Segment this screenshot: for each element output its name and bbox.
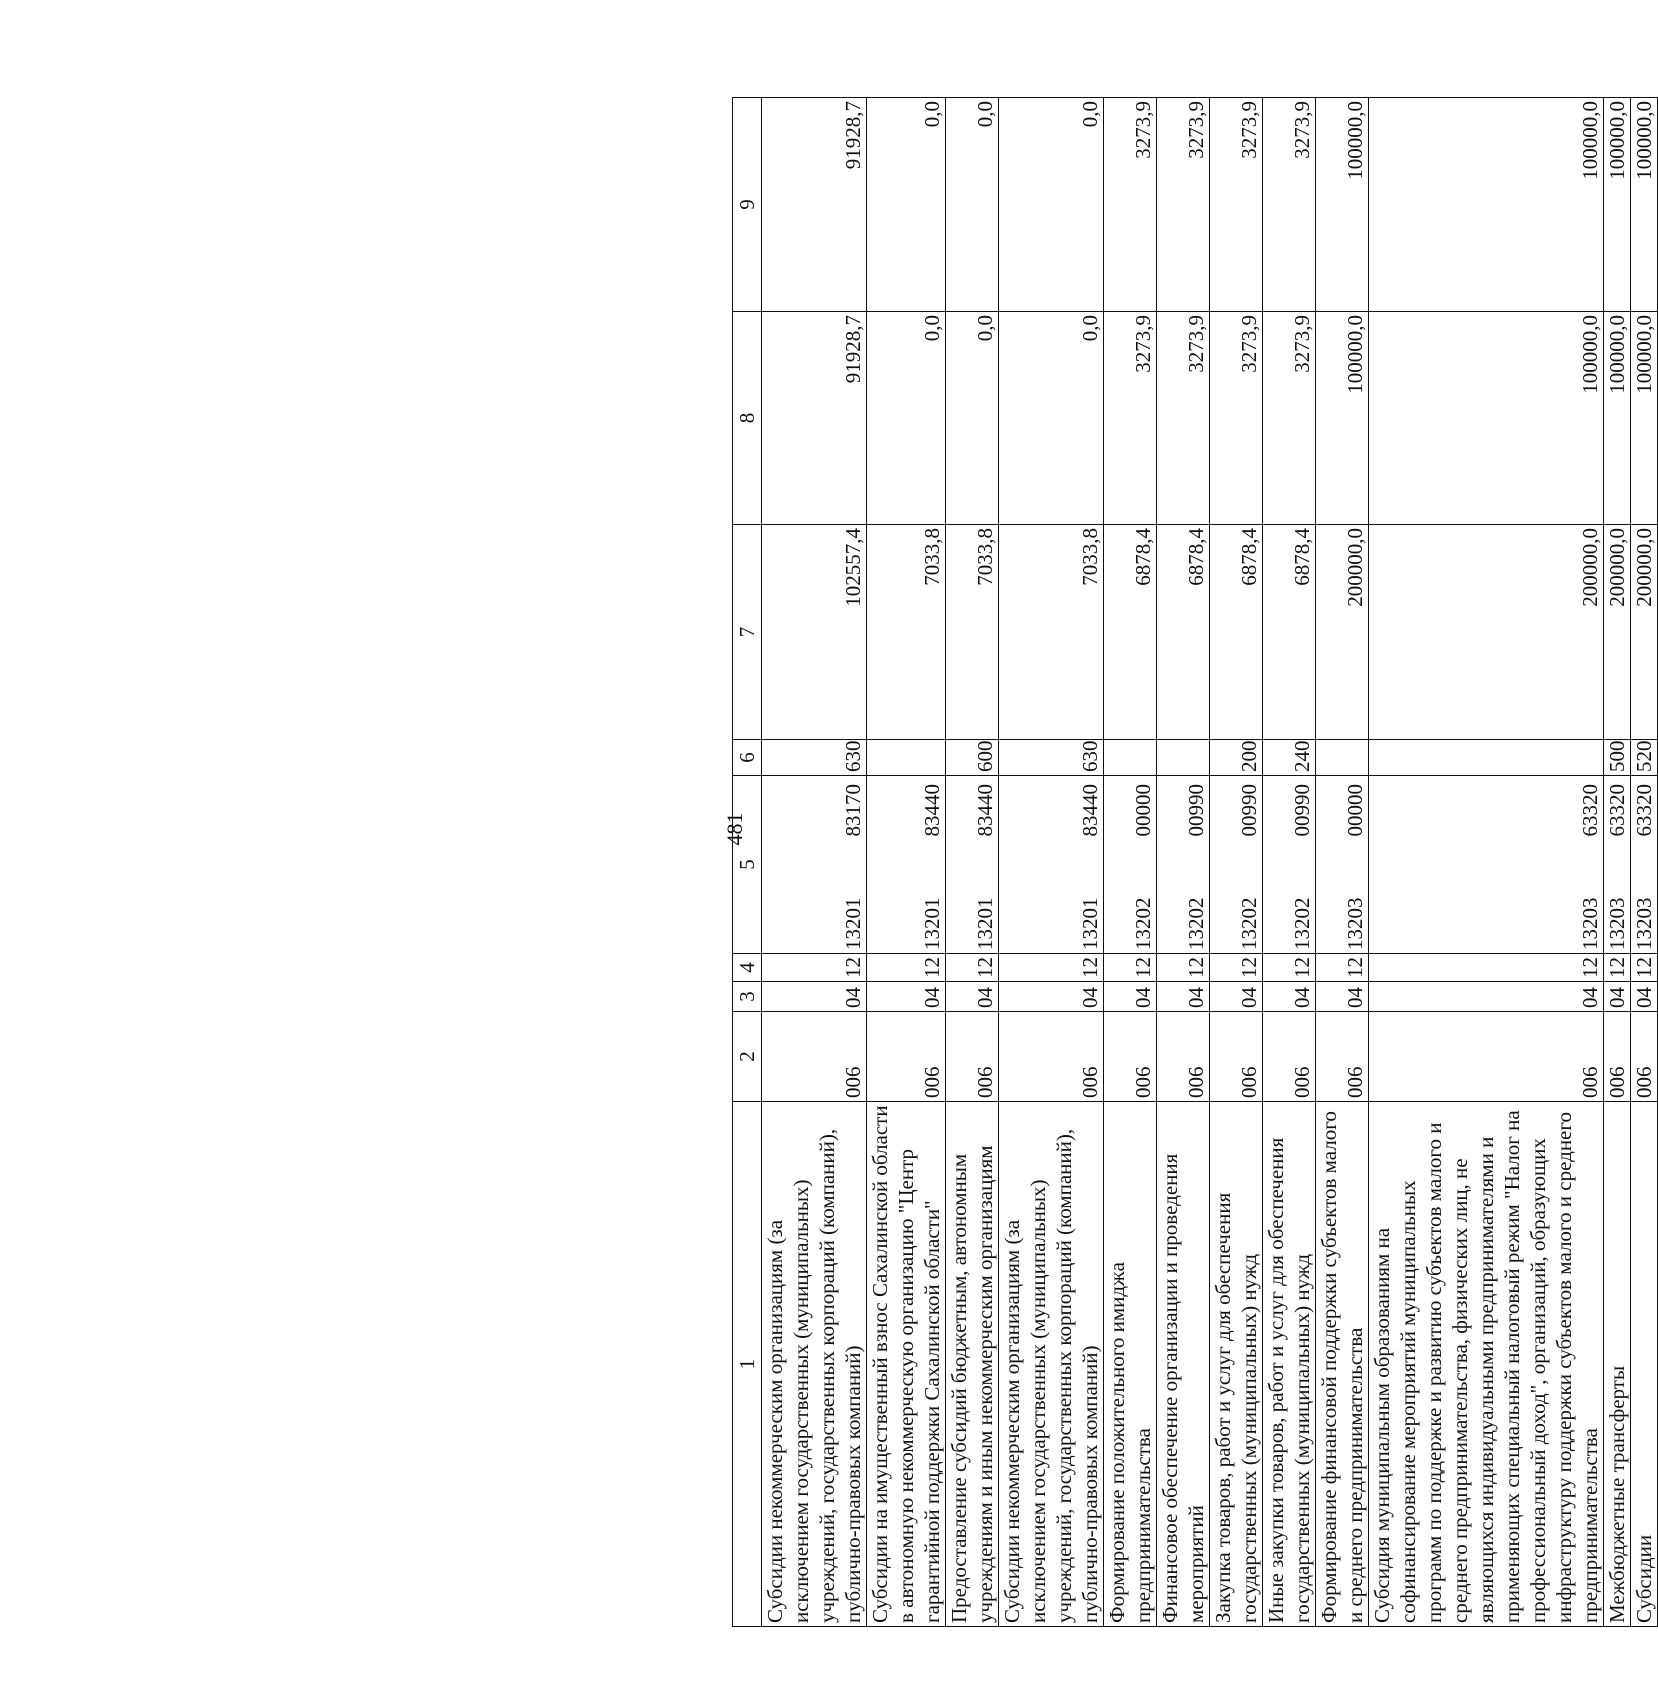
- target-article-part1: 13202: [1290, 897, 1314, 950]
- subsection-code-cell: 12: [867, 954, 946, 982]
- amount-col7-cell: 102557,4: [762, 525, 867, 740]
- target-article-part1: 13203: [1578, 897, 1602, 950]
- table-row: [1157, 98, 1210, 1627]
- amount-col9-cell: 100000,0: [1604, 98, 1631, 312]
- row-name-cell: Субсидии некоммерческим организациям (за исключением государственных (муниципальных) учреждений, государственных корпораций (компаний), публично-правовых компаний): [999, 1102, 1104, 1627]
- amount-col7-cell: 200000,0: [1316, 525, 1369, 740]
- target-article-part2: 00000: [1343, 784, 1367, 837]
- amount-col7-cell: 6878,4: [1157, 525, 1210, 740]
- amount-col7-cell: 200000,0: [1369, 525, 1604, 740]
- expense-type-cell: [1157, 740, 1210, 776]
- row-name-cell: Формирование положительного имиджа предпринимательства: [1104, 1102, 1157, 1627]
- page-number: 481: [722, 812, 747, 846]
- row-name-cell: Субсидии некоммерческим организациям (за исключением государственных (муниципальных) учреждений, государственных корпораций (компаний), публично-правовых компаний): [762, 1102, 867, 1627]
- row-name-cell: Межбюджетные трансферты: [1604, 1102, 1631, 1627]
- amount-col9-cell: 100000,0: [1631, 98, 1658, 312]
- target-article-cell: [1631, 776, 1658, 954]
- chapter-code-cell: 04: [1604, 982, 1631, 1012]
- table-row: [1369, 98, 1604, 1627]
- table-row: [1210, 98, 1263, 1627]
- chapter-code-cell: 04: [1210, 982, 1263, 1012]
- target-article-part2: 00990: [1290, 784, 1314, 837]
- subsection-code-cell: 12: [999, 954, 1104, 982]
- amount-col9-cell: 100000,0: [1369, 98, 1604, 312]
- table-row: [1316, 98, 1369, 1627]
- subsection-code-cell: 12: [1263, 954, 1316, 982]
- target-article-part2: 83170: [841, 784, 865, 837]
- amount-col7-cell: 7033,8: [946, 525, 999, 740]
- header-row: [733, 98, 762, 1627]
- target-article-cell: [946, 776, 999, 954]
- section-code-cell: 006: [1631, 1012, 1658, 1102]
- row-name-cell: Субсидия муниципальным образованиям на софинансирование мероприятий муниципальных программ по поддержке и развитию субъектов малого и среднего предпринимательства, физических лиц, не являющихся индивидуальными предпринимателями и применяющих специальный налоговый режим "Налог на профессиональный доход", организаций, образующих инфраструктуру поддержки субъектов малого и среднего предпринимательства: [1369, 1102, 1604, 1627]
- target-article-part1: 13203: [1605, 897, 1629, 950]
- expense-type-cell: 240: [1263, 740, 1316, 776]
- budget-table: [732, 97, 1658, 1627]
- section-code-cell: 006: [1157, 1012, 1210, 1102]
- amount-col8-cell: 3273,9: [1104, 312, 1157, 525]
- table-row: [1604, 98, 1631, 1627]
- amount-col9-cell: 0,0: [867, 98, 946, 312]
- chapter-code-cell: 04: [1316, 982, 1369, 1012]
- target-article-part1: 13201: [973, 897, 997, 950]
- target-article-cell: [867, 776, 946, 954]
- amount-col8-cell: 3273,9: [1157, 312, 1210, 525]
- section-code-cell: 006: [946, 1012, 999, 1102]
- target-article-cell: [1316, 776, 1369, 954]
- expense-type-cell: 200: [1210, 740, 1263, 776]
- row-name-cell: Закупка товаров, работ и услуг для обеспечения государственных (муниципальных) нужд: [1210, 1102, 1263, 1627]
- expense-type-cell: 630: [762, 740, 867, 776]
- target-article-part2: 63320: [1578, 784, 1602, 837]
- header-cell: 8: [733, 312, 762, 525]
- amount-col8-cell: 0,0: [867, 312, 946, 525]
- amount-col8-cell: 0,0: [999, 312, 1104, 525]
- amount-col8-cell: 100000,0: [1316, 312, 1369, 525]
- target-article-cell: [1157, 776, 1210, 954]
- target-article-part1: 13202: [1184, 897, 1208, 950]
- table-row: [762, 98, 867, 1627]
- amount-col9-cell: 3273,9: [1157, 98, 1210, 312]
- target-article-part2: 00990: [1237, 784, 1261, 837]
- section-code-cell: 006: [867, 1012, 946, 1102]
- amount-col8-cell: 3273,9: [1210, 312, 1263, 525]
- expense-type-cell: [1104, 740, 1157, 776]
- expense-type-cell: [1316, 740, 1369, 776]
- target-article-cell: [1263, 776, 1316, 954]
- section-code-cell: 006: [762, 1012, 867, 1102]
- table-row: [867, 98, 946, 1627]
- subsection-code-cell: 12: [1157, 954, 1210, 982]
- amount-col7-cell: 7033,8: [999, 525, 1104, 740]
- target-article-part2: 00000: [1131, 784, 1155, 837]
- expense-type-cell: [867, 740, 946, 776]
- section-code-cell: 006: [1316, 1012, 1369, 1102]
- row-name-cell: Субсидии на имущественный взнос Сахалинской области в автономную некоммерческую организацию "Центр гарантийной поддержки Сахалинской области": [867, 1102, 946, 1627]
- target-article-cell: [1210, 776, 1263, 954]
- subsection-code-cell: 12: [1316, 954, 1369, 982]
- subsection-code-cell: 12: [946, 954, 999, 982]
- target-article-part2: 83440: [1078, 784, 1102, 837]
- subsection-code-cell: 12: [762, 954, 867, 982]
- amount-col9-cell: 3273,9: [1263, 98, 1316, 312]
- subsection-code-cell: 12: [1631, 954, 1658, 982]
- amount-col7-cell: 200000,0: [1604, 525, 1631, 740]
- target-article-part2: 83440: [920, 784, 944, 837]
- row-name-cell: Иные закупки товаров, работ и услуг для обеспечения государственных (муниципальных) нужд: [1263, 1102, 1316, 1627]
- header-cell: 9: [733, 98, 762, 312]
- target-article-part1: 13203: [1632, 897, 1656, 950]
- amount-col9-cell: 100000,0: [1316, 98, 1369, 312]
- target-article-part1: 13201: [1078, 897, 1102, 950]
- amount-col7-cell: 200000,0: [1631, 525, 1658, 740]
- chapter-code-cell: 04: [1157, 982, 1210, 1012]
- target-article-part2: 83440: [973, 784, 997, 837]
- target-article-part1: 13202: [1237, 897, 1261, 950]
- section-code-cell: 006: [999, 1012, 1104, 1102]
- table-row: [999, 98, 1104, 1627]
- amount-col8-cell: 100000,0: [1369, 312, 1604, 525]
- header-cell: 7: [733, 525, 762, 740]
- row-name-cell: Финансовое обеспечение организации и проведения мероприятий: [1157, 1102, 1210, 1627]
- chapter-code-cell: 04: [867, 982, 946, 1012]
- amount-col7-cell: 7033,8: [867, 525, 946, 740]
- chapter-code-cell: 04: [1369, 982, 1604, 1012]
- section-code-cell: 006: [1604, 1012, 1631, 1102]
- amount-col8-cell: 100000,0: [1604, 312, 1631, 525]
- table-row: [1104, 98, 1157, 1627]
- header-cell: 5: [733, 776, 762, 954]
- row-name-cell: Предоставление субсидий бюджетным, автономным учреждениям и иным некоммерческим организациям: [946, 1102, 999, 1627]
- target-article-part1: 13203: [1343, 897, 1367, 950]
- target-article-cell: [762, 776, 867, 954]
- header-cell: 6: [733, 740, 762, 776]
- amount-col7-cell: 6878,4: [1210, 525, 1263, 740]
- section-code-cell: 006: [1263, 1012, 1316, 1102]
- subsection-code-cell: 12: [1369, 954, 1604, 982]
- target-article-cell: [1369, 776, 1604, 954]
- target-article-part1: 13201: [920, 897, 944, 950]
- expense-type-cell: 600: [946, 740, 999, 776]
- chapter-code-cell: 04: [762, 982, 867, 1012]
- amount-col7-cell: 6878,4: [1263, 525, 1316, 740]
- amount-col8-cell: 91928,7: [762, 312, 867, 525]
- subsection-code-cell: 12: [1210, 954, 1263, 982]
- chapter-code-cell: 04: [946, 982, 999, 1012]
- expense-type-cell: 500: [1604, 740, 1631, 776]
- target-article-part2: 63320: [1632, 784, 1656, 837]
- row-name-cell: Субсидии: [1631, 1102, 1658, 1627]
- amount-col9-cell: 3273,9: [1210, 98, 1263, 312]
- chapter-code-cell: 04: [1104, 982, 1157, 1012]
- subsection-code-cell: 12: [1104, 954, 1157, 982]
- expense-type-cell: 520: [1631, 740, 1658, 776]
- target-article-cell: [1104, 776, 1157, 954]
- amount-col9-cell: 3273,9: [1104, 98, 1157, 312]
- subsection-code-cell: 12: [1604, 954, 1631, 982]
- target-article-cell: [999, 776, 1104, 954]
- table-row: [1263, 98, 1316, 1627]
- target-article-part2: 63320: [1605, 784, 1629, 837]
- row-name-cell: Формирование финансовой поддержки субъектов малого и среднего предпринимательства: [1316, 1102, 1369, 1627]
- header-cell: 2: [733, 1012, 762, 1102]
- target-article-part1: 13202: [1131, 897, 1155, 950]
- section-code-cell: 006: [1210, 1012, 1263, 1102]
- amount-col8-cell: 100000,0: [1631, 312, 1658, 525]
- target-article-cell: [1604, 776, 1631, 954]
- amount-col9-cell: 91928,7: [762, 98, 867, 312]
- target-article-part1: 13201: [841, 897, 865, 950]
- amount-col7-cell: 6878,4: [1104, 525, 1157, 740]
- chapter-code-cell: 04: [1631, 982, 1658, 1012]
- chapter-code-cell: 04: [1263, 982, 1316, 1012]
- amount-col8-cell: 3273,9: [1263, 312, 1316, 525]
- target-article-part2: 00990: [1184, 784, 1208, 837]
- section-code-cell: 006: [1369, 1012, 1604, 1102]
- table-row: [946, 98, 999, 1627]
- amount-col8-cell: 0,0: [946, 312, 999, 525]
- amount-col9-cell: 0,0: [999, 98, 1104, 312]
- header-cell: 3: [733, 982, 762, 1012]
- expense-type-cell: [1369, 740, 1604, 776]
- amount-col9-cell: 0,0: [946, 98, 999, 312]
- header-cell: 4: [733, 954, 762, 982]
- expense-type-cell: 630: [999, 740, 1104, 776]
- table-row: [1631, 98, 1658, 1627]
- chapter-code-cell: 04: [999, 982, 1104, 1012]
- header-cell: 1: [733, 1102, 762, 1627]
- section-code-cell: 006: [1104, 1012, 1157, 1102]
